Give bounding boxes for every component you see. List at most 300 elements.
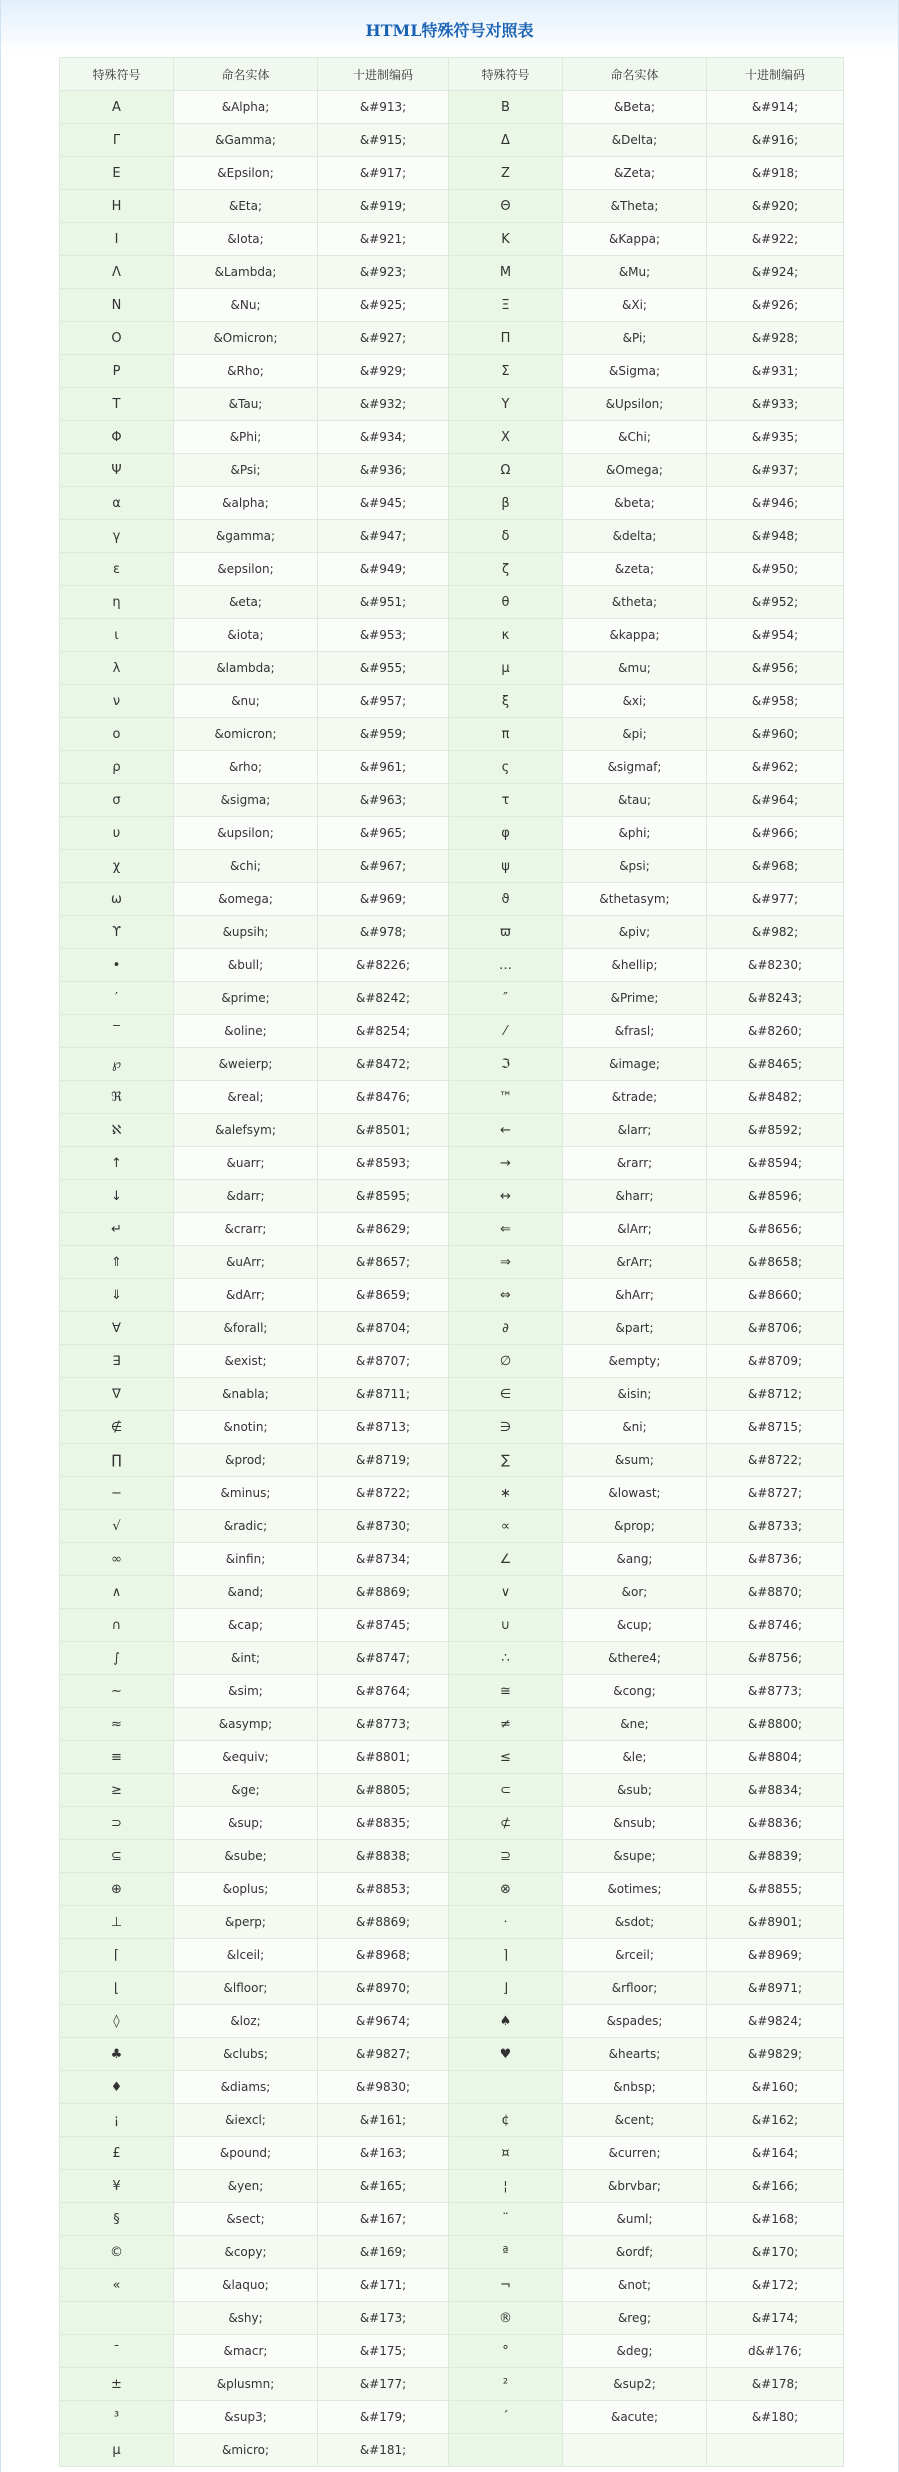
entity-cell: &uarr; [174,1147,318,1180]
symbol-cell: α [60,487,174,520]
decimal-cell: &#177; [318,2368,449,2401]
symbol-cell: ⊇ [449,1840,563,1873]
table-row [60,1246,844,1279]
decimal-cell: &#960; [707,718,844,751]
symbol-cell [449,2071,563,2104]
table-row [60,1510,844,1543]
decimal-cell: &#955; [318,652,449,685]
entity-cell: &alefsym; [174,1114,318,1147]
entity-cell: &upsih; [174,916,318,949]
decimal-cell: &#8727; [707,1477,844,1510]
decimal-cell: &#963; [318,784,449,817]
table-row [60,1840,844,1873]
symbol-cell: ∂ [449,1312,563,1345]
table-row [60,784,844,817]
symbol-cell: ¥ [60,2170,174,2203]
symbol-cell: ψ [449,850,563,883]
symbol-cell: Υ [449,388,563,421]
decimal-cell: &#917; [318,157,449,190]
entity-cell: &nsub; [563,1807,707,1840]
symbol-cell: ∠ [449,1543,563,1576]
table-row [60,2170,844,2203]
entity-cell: &otimes; [563,1873,707,1906]
table-row [60,2401,844,2434]
entity-cell: &uml; [563,2203,707,2236]
symbol-cell: ⊃ [60,1807,174,1840]
symbol-cell: τ [449,784,563,817]
entity-cell: &sup; [174,1807,318,1840]
symbol-cell: Σ [449,355,563,388]
entity-cell: &uArr; [174,1246,318,1279]
decimal-cell: &#8713; [318,1411,449,1444]
decimal-cell: &#8968; [318,1939,449,1972]
decimal-cell: &#162; [707,2104,844,2137]
entity-cell: &frasl; [563,1015,707,1048]
entity-cell: &deg; [563,2335,707,2368]
entity-cell: &piv; [563,916,707,949]
entity-cell: &notin; [174,1411,318,1444]
symbol-cell: ↓ [60,1180,174,1213]
decimal-cell: &#8733; [707,1510,844,1543]
decimal-cell: &#175; [318,2335,449,2368]
symbol-cell: ° [449,2335,563,2368]
symbol-cell: ⇐ [449,1213,563,1246]
decimal-cell: &#165; [318,2170,449,2203]
entity-cell: &Psi; [174,454,318,487]
table-row [60,1180,844,1213]
symbol-cell: ⇒ [449,1246,563,1279]
decimal-cell: &#949; [318,553,449,586]
symbol-cell: ⇑ [60,1246,174,1279]
symbol-cell: ∪ [449,1609,563,1642]
symbol-cell: ∈ [449,1378,563,1411]
symbol-cell: Ε [60,157,174,190]
decimal-cell: &#935; [707,421,844,454]
symbol-cell: ≅ [449,1675,563,1708]
decimal-cell: &#8243; [707,982,844,1015]
symbol-cell: ∉ [60,1411,174,1444]
entity-cell: &kappa; [563,619,707,652]
decimal-cell: &#964; [707,784,844,817]
table-row [60,1444,844,1477]
table-row [60,1411,844,1444]
decimal-cell: &#8773; [318,1708,449,1741]
table-row [60,322,844,355]
entity-cell: &lceil; [174,1939,318,1972]
entity-cell: &rho; [174,751,318,784]
entity-cell: &Delta; [563,124,707,157]
entity-cell: &spades; [563,2005,707,2038]
decimal-cell: &#179; [318,2401,449,2434]
table-row [60,91,844,124]
decimal-cell: &#8969; [707,1939,844,1972]
decimal-cell: &#950; [707,553,844,586]
decimal-cell: &#8800; [707,1708,844,1741]
entity-cell: &ni; [563,1411,707,1444]
symbol-cell: ¡ [60,2104,174,2137]
entity-cell: &xi; [563,685,707,718]
decimal-cell: &#8254; [318,1015,449,1048]
decimal-cell: &#936; [318,454,449,487]
decimal-cell: &#8971; [707,1972,844,2005]
entity-cell: &equiv; [174,1741,318,1774]
entity-cell: &theta; [563,586,707,619]
table-row [60,256,844,289]
entity-cell: &shy; [174,2302,318,2335]
table-row [60,2005,844,2038]
symbol-cell: φ [449,817,563,850]
table-row [60,1015,844,1048]
symbol-cell: ≠ [449,1708,563,1741]
decimal-cell: &#8596; [707,1180,844,1213]
entity-cell: &prop; [563,1510,707,1543]
decimal-cell: &#933; [707,388,844,421]
header-decimal-right: 十进制编码 [707,58,844,91]
table-row [60,1081,844,1114]
entity-cell: &not; [563,2269,707,2302]
symbol-cell: ´ [449,2401,563,2434]
decimal-cell: &#8853; [318,1873,449,1906]
symbol-cell: ∨ [449,1576,563,1609]
table-row [60,1543,844,1576]
decimal-cell: &#172; [707,2269,844,2302]
entity-cell: &Xi; [563,289,707,322]
decimal-cell: &#945; [318,487,449,520]
symbol-cell: … [449,949,563,982]
decimal-cell: &#929; [318,355,449,388]
table-row [60,751,844,784]
decimal-cell: &#8709; [707,1345,844,1378]
symbol-cell: Θ [449,190,563,223]
table-row [60,553,844,586]
entity-cell: &cong; [563,1675,707,1708]
symbol-cell: κ [449,619,563,652]
entity-cell: &plusmn; [174,2368,318,2401]
symbol-cell: ℵ [60,1114,174,1147]
decimal-cell: &#927; [318,322,449,355]
entity-cell: &Phi; [174,421,318,454]
symbol-cell: Κ [449,223,563,256]
entity-cell: &and; [174,1576,318,1609]
entity-cell: &Nu; [174,289,318,322]
entity-cell: &acute; [563,2401,707,2434]
symbol-cell: ϖ [449,916,563,949]
entity-cell: &radic; [174,1510,318,1543]
table-row [60,1774,844,1807]
decimal-cell: &#8226; [318,949,449,982]
symbol-cell: ‾ [60,1015,174,1048]
entity-cell: &lowast; [563,1477,707,1510]
decimal-cell: &#954; [707,619,844,652]
decimal-cell: &#8801; [318,1741,449,1774]
symbol-cell: ∝ [449,1510,563,1543]
entity-cell: &Iota; [174,223,318,256]
symbol-cell: √ [60,1510,174,1543]
entity-cell: &Omega; [563,454,707,487]
symbol-cell: ³ [60,2401,174,2434]
decimal-cell: &#969; [318,883,449,916]
decimal-cell [707,2434,844,2467]
symbol-cell [60,2302,174,2335]
symbol-cell: ℘ [60,1048,174,1081]
decimal-cell: &#931; [707,355,844,388]
decimal-cell: &#934; [318,421,449,454]
symbol-cell: ⌋ [449,1972,563,2005]
symbol-cell: ¨ [449,2203,563,2236]
decimal-cell: &#8734; [318,1543,449,1576]
table-row [60,223,844,256]
entity-cell: &curren; [563,2137,707,2170]
table-row [60,421,844,454]
entity-cell: &brvbar; [563,2170,707,2203]
entity-cell: &omega; [174,883,318,916]
decimal-cell: &#916; [707,124,844,157]
entity-cell: &chi; [174,850,318,883]
decimal-cell: &#8658; [707,1246,844,1279]
entity-cell: &diams; [174,2071,318,2104]
page-title: HTML特殊符号对照表 [365,21,534,40]
decimal-cell: &#937; [707,454,844,487]
entity-cell: &Gamma; [174,124,318,157]
entity-cell: &clubs; [174,2038,318,2071]
decimal-cell: &#8764; [318,1675,449,1708]
entity-cell: &sub; [563,1774,707,1807]
symbol-cell: ⊂ [449,1774,563,1807]
decimal-cell: &#928; [707,322,844,355]
entity-cell: &Tau; [174,388,318,421]
entity-cell: &ordf; [563,2236,707,2269]
symbol-cell: χ [60,850,174,883]
symbol-cell: ∫ [60,1642,174,1675]
entity-cell: &delta; [563,520,707,553]
table-row [60,2038,844,2071]
decimal-cell: &#961; [318,751,449,784]
symbol-cell: ≥ [60,1774,174,1807]
decimal-cell: &#8836; [707,1807,844,1840]
entity-cell: &sup2; [563,2368,707,2401]
header-symbol-right: 特殊符号 [449,58,563,91]
table-row [60,1576,844,1609]
table-row [60,2236,844,2269]
decimal-cell: &#8745; [318,1609,449,1642]
entity-cell: &dArr; [174,1279,318,1312]
entity-cell: &Chi; [563,421,707,454]
symbol-cell: ≤ [449,1741,563,1774]
decimal-cell: &#8835; [318,1807,449,1840]
entity-cell: &iexcl; [174,2104,318,2137]
decimal-cell: &#8870; [707,1576,844,1609]
decimal-cell: &#8747; [318,1642,449,1675]
entity-cell: &darr; [174,1180,318,1213]
entity-cell: &rarr; [563,1147,707,1180]
decimal-cell: &#921; [318,223,449,256]
entity-cell: &sup3; [174,2401,318,2434]
decimal-cell: &#181; [318,2434,449,2467]
decimal-cell: &#8230; [707,949,844,982]
decimal-cell: &#982; [707,916,844,949]
symbol-cell: ω [60,883,174,916]
entity-cell: &macr; [174,2335,318,2368]
decimal-cell: &#8855; [707,1873,844,1906]
symbol-cell: − [60,1477,174,1510]
symbol-cell: ℑ [449,1048,563,1081]
decimal-cell: &#965; [318,817,449,850]
entity-cell: &nbsp; [563,2071,707,2104]
table-row [60,487,844,520]
symbol-cell: σ [60,784,174,817]
decimal-cell: &#8805; [318,1774,449,1807]
table-row [60,1279,844,1312]
symbol-cell: ◊ [60,2005,174,2038]
entity-cell: &laquo; [174,2269,318,2302]
entity-cell: &Lambda; [174,256,318,289]
decimal-cell: &#167; [318,2203,449,2236]
table-row [60,2071,844,2104]
entity-cell: &asymp; [174,1708,318,1741]
table-row [60,454,844,487]
table-row [60,982,844,1015]
entity-cell: &Zeta; [563,157,707,190]
symbol-cell: £ [60,2137,174,2170]
decimal-cell: &#919; [318,190,449,223]
entity-cell: &beta; [563,487,707,520]
table-row [60,1807,844,1840]
symbol-cell: Μ [449,256,563,289]
entity-cell: &sum; [563,1444,707,1477]
entity-cell: &Sigma; [563,355,707,388]
decimal-cell: &#8659; [318,1279,449,1312]
entity-cell: &Rho; [174,355,318,388]
symbol-cell: ⊗ [449,1873,563,1906]
decimal-cell: &#914; [707,91,844,124]
decimal-cell: &#918; [707,157,844,190]
decimal-cell: &#926; [707,289,844,322]
symbol-cell: ¬ [449,2269,563,2302]
entity-cell [563,2434,707,2467]
decimal-cell: &#957; [318,685,449,718]
table-row [60,1213,844,1246]
table-row [60,718,844,751]
entity-cell: &Alpha; [174,91,318,124]
symbol-cell: ¯ [60,2335,174,2368]
table-row [60,652,844,685]
symbol-cell: ζ [449,553,563,586]
decimal-cell: &#8838; [318,1840,449,1873]
symbol-cell: ∀ [60,1312,174,1345]
symbol-cell: Ο [60,322,174,355]
symbol-cell: ρ [60,751,174,784]
symbol-cell: ϑ [449,883,563,916]
decimal-cell: &#166; [707,2170,844,2203]
decimal-cell: &#160; [707,2071,844,2104]
table-row [60,1609,844,1642]
entity-cell: &gamma; [174,520,318,553]
entity-cell: &Mu; [563,256,707,289]
decimal-cell: &#180; [707,2401,844,2434]
table-row [60,190,844,223]
entity-cell: &omicron; [174,718,318,751]
entity-cell: &ge; [174,1774,318,1807]
table-row [60,619,844,652]
entity-cell: &iota; [174,619,318,652]
symbol-cell: Ζ [449,157,563,190]
entity-cell: &loz; [174,2005,318,2038]
symbol-cell: ⋅ [449,1906,563,1939]
symbol-cell: ν [60,685,174,718]
symbol-cell: Λ [60,256,174,289]
decimal-cell: &#171; [318,2269,449,2302]
entity-cell: &prime; [174,982,318,1015]
symbol-cell: ♦ [60,2071,174,2104]
symbol-cell: ♠ [449,2005,563,2038]
table-row [60,520,844,553]
symbol-cell: ∑ [449,1444,563,1477]
entity-cell: &nabla; [174,1378,318,1411]
entity-cell: &rceil; [563,1939,707,1972]
entity-cell: &trade; [563,1081,707,1114]
decimal-cell: &#8715; [707,1411,844,1444]
symbol-cell: Π [449,322,563,355]
decimal-cell: &#8595; [318,1180,449,1213]
table-row [60,2269,844,2302]
entity-cell: &lambda; [174,652,318,685]
decimal-cell: &#966; [707,817,844,850]
decimal-cell: &#8722; [707,1444,844,1477]
decimal-cell: &#8834; [707,1774,844,1807]
symbol-cell: Τ [60,388,174,421]
header-symbol-left: 特殊符号 [60,58,174,91]
entity-cell: &sigmaf; [563,751,707,784]
header-entity-right: 命名实体 [563,58,707,91]
decimal-cell: &#8746; [707,1609,844,1642]
symbol-cell: Ω [449,454,563,487]
entity-cell: &rArr; [563,1246,707,1279]
table-row [60,2434,844,2467]
decimal-cell: &#8756; [707,1642,844,1675]
decimal-cell: &#951; [318,586,449,619]
symbol-cell: • [60,949,174,982]
symbol-cell: Β [449,91,563,124]
table-row [60,2302,844,2335]
symbol-cell: υ [60,817,174,850]
decimal-cell: &#946; [707,487,844,520]
decimal-cell: &#8482; [707,1081,844,1114]
decimal-cell: &#8476; [318,1081,449,1114]
decimal-cell: &#977; [707,883,844,916]
symbol-cell: Ι [60,223,174,256]
table-row [60,685,844,718]
symbol-cell: µ [60,2434,174,2467]
table-row [60,1873,844,1906]
table-row [60,1708,844,1741]
entity-cell: &hellip; [563,949,707,982]
decimal-cell: &#168; [707,2203,844,2236]
symbol-cell [449,2434,563,2467]
table-row [60,1477,844,1510]
entity-cell: &infin; [174,1543,318,1576]
decimal-cell: &#8707; [318,1345,449,1378]
symbol-cell: ™ [449,1081,563,1114]
decimal-cell: &#8704; [318,1312,449,1345]
entity-cell: &Theta; [563,190,707,223]
table-row [60,1345,844,1378]
entity-cell: &cent; [563,2104,707,2137]
symbol-cell: ∼ [60,1675,174,1708]
symbol-cell: ¦ [449,2170,563,2203]
symbol-cell: γ [60,520,174,553]
table-row [60,289,844,322]
symbol-cell: Γ [60,124,174,157]
